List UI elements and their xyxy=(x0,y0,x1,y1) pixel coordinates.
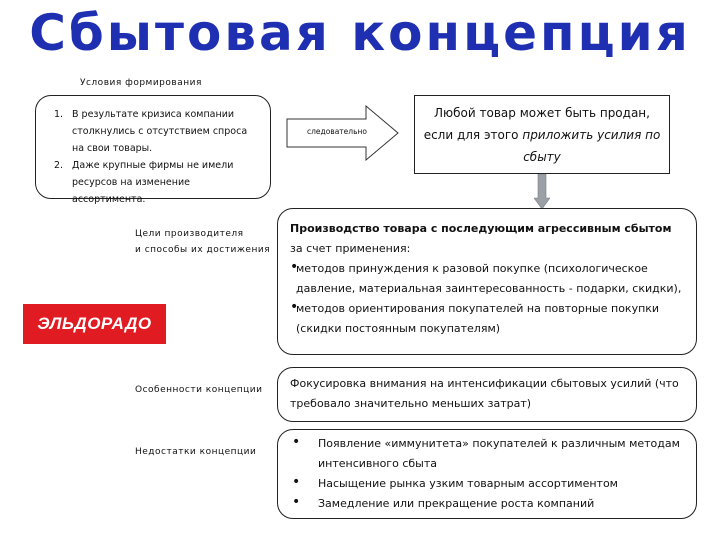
bullet-icon: • xyxy=(290,259,299,275)
goals-label-line: и способы их достижения xyxy=(135,245,271,255)
drawbacks-item xyxy=(288,434,686,474)
conditions-item-text: Даже крупные фирмы не имели ресурсов на изменение ассортимента. xyxy=(72,160,234,205)
eldorado-logo xyxy=(23,304,166,344)
production-box xyxy=(277,208,697,355)
production-bullet-text: методов ориентирования покупателей на повторные покупки (скидки постоянным покупателям) xyxy=(296,302,660,335)
production-heading: Производство товара с последующим агрессивным сбытом xyxy=(290,222,672,235)
production-bullet xyxy=(290,299,686,339)
drawbacks-item-text: Появление «иммунитета» покупателей к различным методам интенсивного сбыта xyxy=(318,437,680,470)
conditions-item-number: 1. xyxy=(54,109,64,120)
conditions-item-text: В результате кризиса компании столкнулись с отсутствием спроса на свои товары. xyxy=(72,109,248,154)
bullet-icon: • xyxy=(290,299,299,315)
drawbacks-list xyxy=(288,434,686,514)
down-arrow-icon xyxy=(534,174,550,210)
goals-label-line: Цели производителя xyxy=(135,229,244,239)
bullet-icon: • xyxy=(292,474,301,490)
conclusion-emphasis: приложить усилия по сбыту xyxy=(522,128,661,164)
conditions-box xyxy=(35,95,271,205)
conclusion-text: Любой товар может быть продан, если для этого xyxy=(423,106,650,142)
conclusion-box xyxy=(414,95,670,174)
conditions-item xyxy=(54,157,260,208)
production-intro: за счет применения: xyxy=(290,242,411,255)
goals-label xyxy=(135,226,270,258)
conditions-item xyxy=(54,106,260,157)
page-title: Сбытовая концепция xyxy=(29,4,691,62)
drawbacks-box xyxy=(277,429,697,519)
drawbacks-label: Недостатки концепции xyxy=(135,447,257,457)
logo-text: ЭЛЬДОРАДО xyxy=(37,314,152,333)
bullet-icon: • xyxy=(292,494,301,510)
features-box xyxy=(277,367,697,422)
drawbacks-item-text: Замедление или прекращение роста компаний xyxy=(318,497,595,510)
arrow-label: следовательно xyxy=(306,127,367,136)
conditions-item-number: 2. xyxy=(54,160,64,171)
conditions-label: Условия формирования xyxy=(80,78,202,88)
bullet-icon: • xyxy=(292,434,301,450)
drawbacks-item-text: Насыщение рынка узким товарным ассортиментом xyxy=(318,477,618,490)
conditions-list xyxy=(54,106,260,208)
production-bullet xyxy=(290,259,686,299)
drawbacks-item xyxy=(288,494,686,514)
drawbacks-item xyxy=(288,474,686,494)
features-label: Особенности концепции xyxy=(135,385,263,395)
production-bullet-text: методов принуждения к разовой покупке (психологическое давление, материальная заинтересованность - подарки, скидки), xyxy=(296,262,682,295)
features-text: Фокусировка внимания на интенсификации сбытовых усилий (что требовало значительно меньших затрат) xyxy=(290,377,679,410)
